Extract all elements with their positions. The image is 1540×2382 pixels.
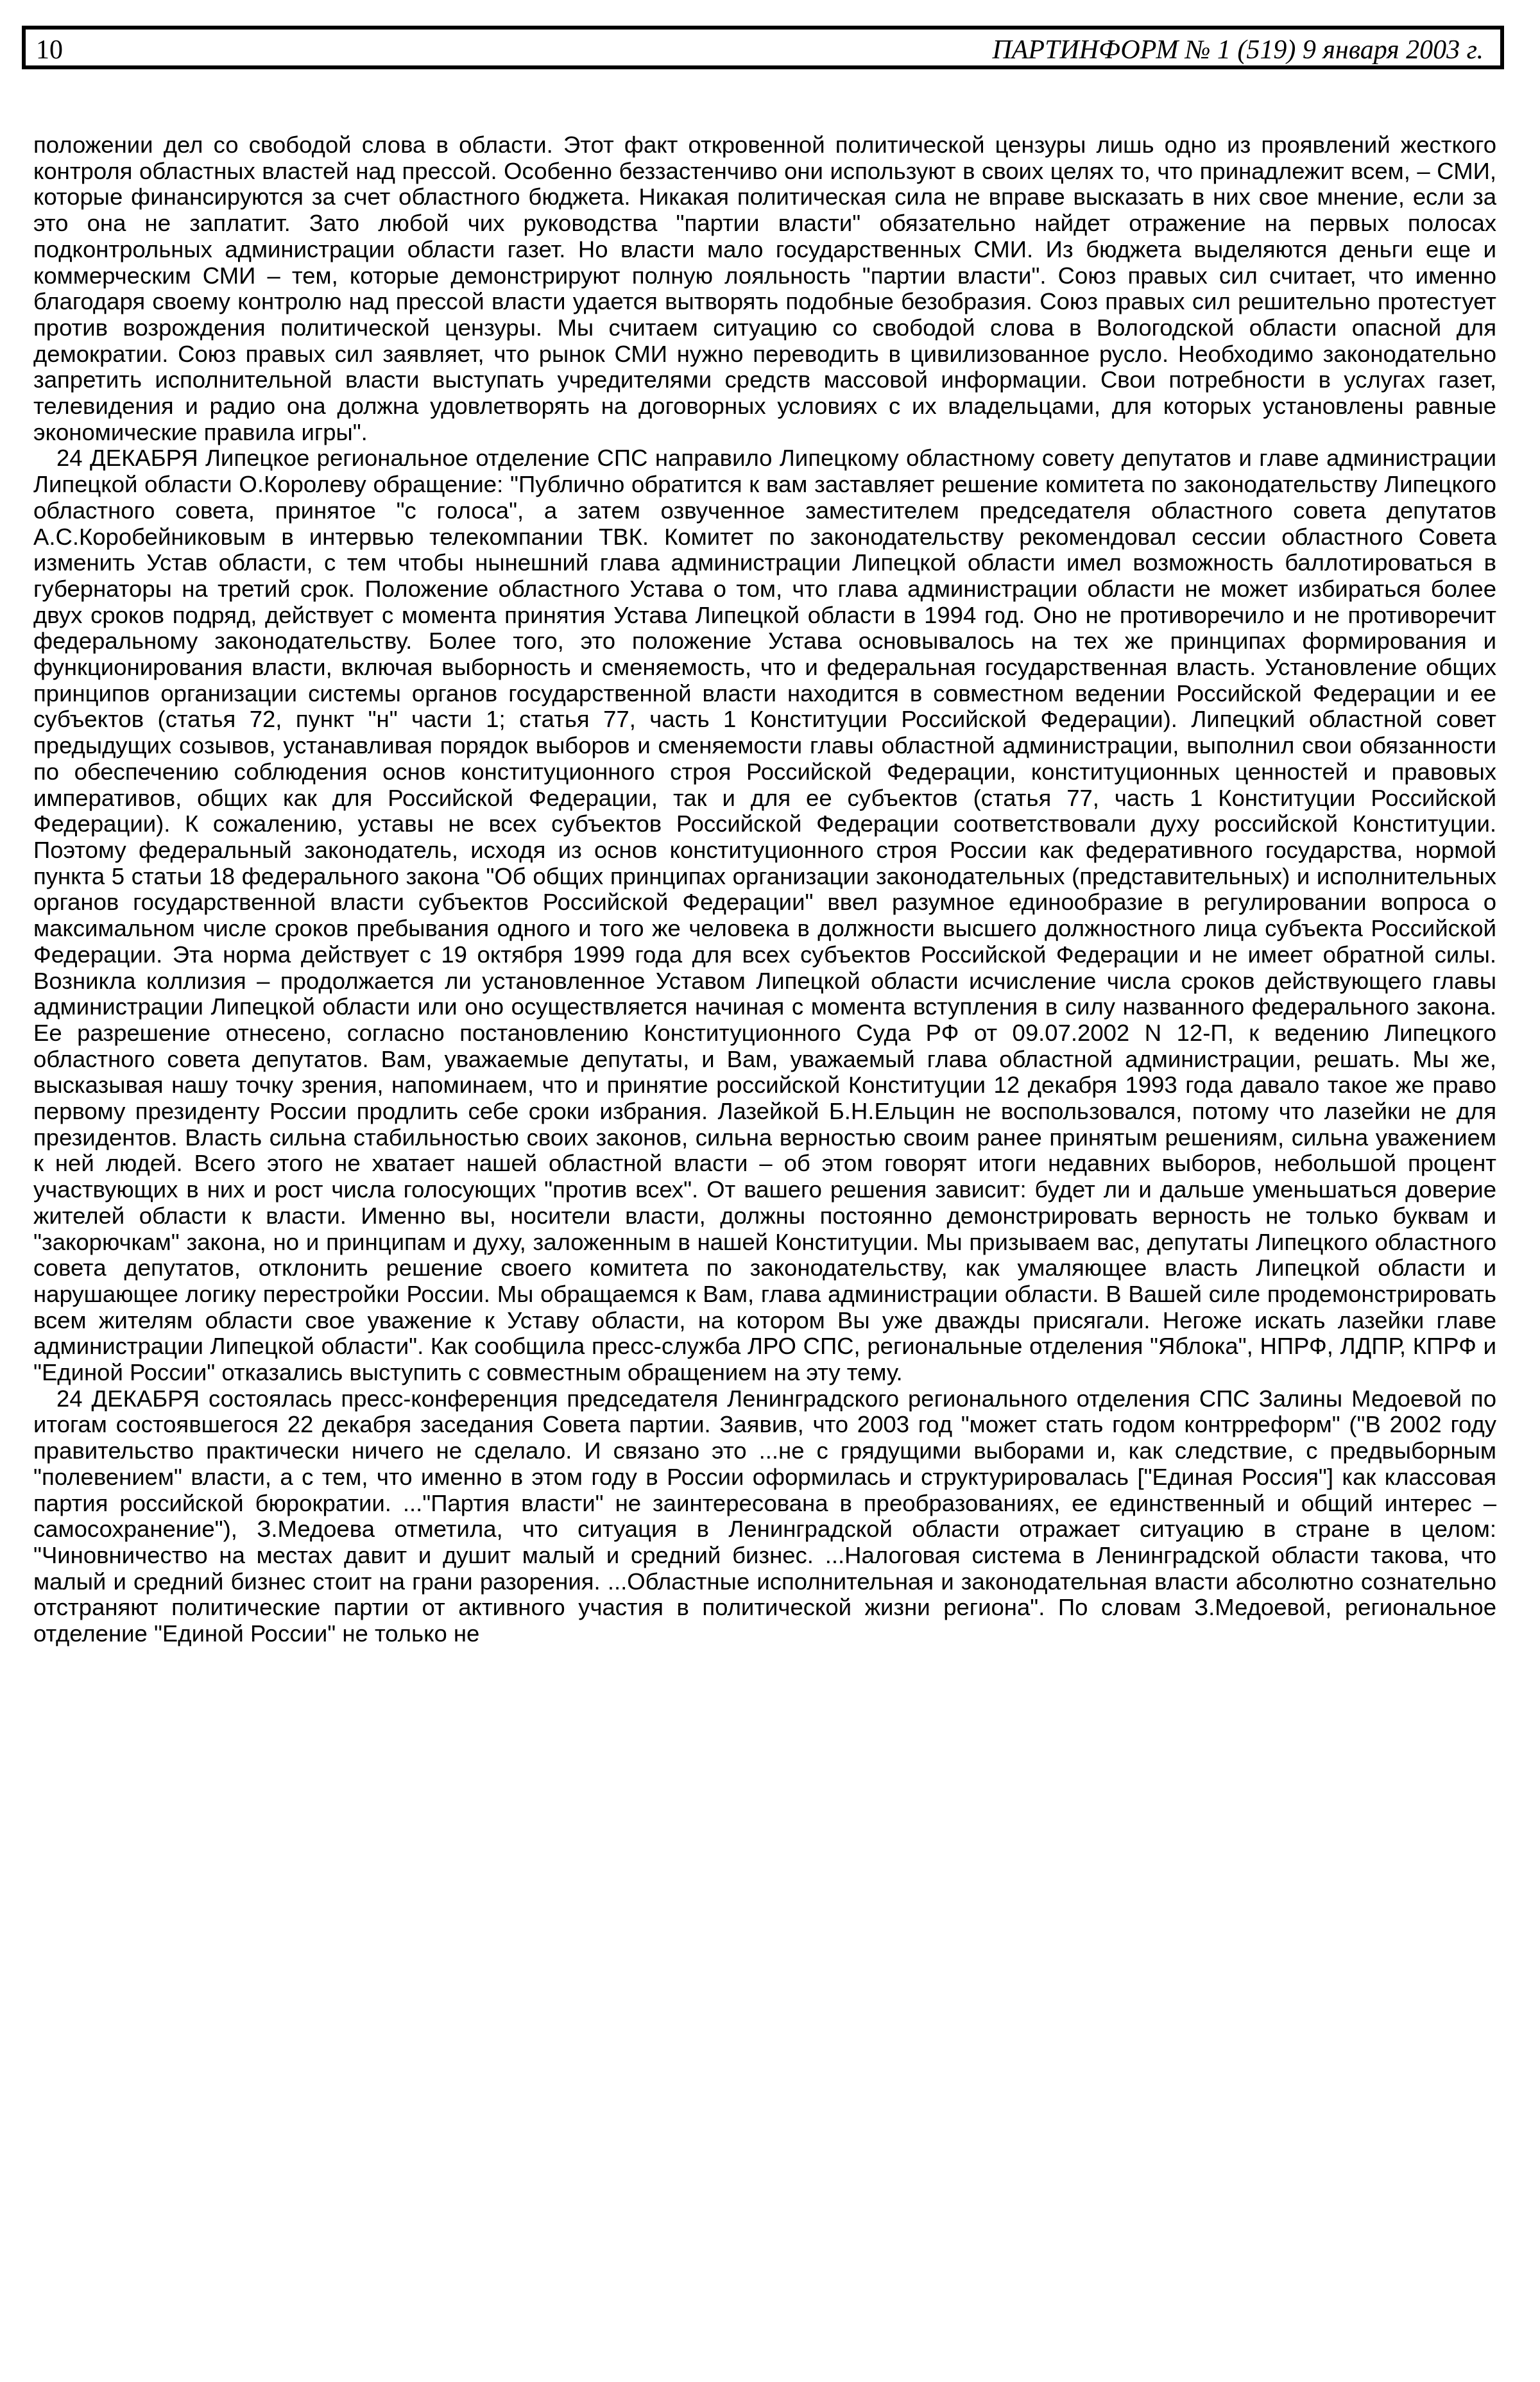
page-header (22, 26, 1504, 69)
paragraph-vologda: положении дел со свободой слова в области. Этот факт откровенной политической цензуры лишь одно из проявлений жесткого контроля областных властей над прессой. Особенно беззастенчиво они используют в своих целях то, что принадлежит всем, – СМИ, которые финансируются за счет областного бюджета. Никакая политическая сила не вправе высказать в них свое мнение, если за это она не заплатит. Зато любой чих руководства "партии власти" обязательно найдет отражение на первых полосах подконтрольных администрации области газет. Но власти мало государственных СМИ. Из бюджета выделяются деньги еще и коммерческим СМИ – тем, которые демонстрируют полную лояльность "партии власти". Союз правых сил считает, что именно благодаря своему контролю над прессой власти удается вытворять подобные безобразия. Союз правых сил решительно протестует против возрождения политической цензуры. Мы считаем ситуацию со свободой слова в Вологодской области опасной для демократии. Союз правых сил заявляет, что рынок СМИ нужно переводить в цивилизованное русло. Необходимо законодательно запретить исполнительной власти выступать учредителями средств массовой информации. Свои потребности в услугах газет, телевидения и радио она должна удовлетворять на договорных условиях с их владельцами, для которых установлены равные экономические правила игры". (33, 132, 1496, 445)
article-body (33, 132, 1496, 1647)
page-number: 10 (36, 35, 63, 65)
publication-title: ПАРТИНФОРМ № 1 (519) 9 января 2003 г. (992, 35, 1484, 65)
paragraph-leningrad: 24 ДЕКАБРЯ состоялась пресс-конференция председателя Ленинградского регионального отделения СПС Залины Медоевой по итогам состоявшегося 22 декабря заседания Совета партии. Заявив, что 2003 год "может стать годом контрреформ" ("В 2002 году правительство практически ничего не сделало. И связано это ...не с грядущими выборами и, как следствие, с предвыборным "полевением" власти, а с тем, что именно в этом году в России оформилась и структурировалась ["Единая Россия"] как классовая партия российской бюрократии. ..."Партия власти" не заинтересована в преобразованиях, ее единственный и общий интерес – самосохранение"), З.Медоева отметила, что ситуация в Ленинградской области отражает ситуацию в стране в целом: "Чиновничество на местах давит и душит малый и средний бизнес. ...Налоговая система в Ленинградской области такова, что малый и средний бизнес стоит на грани разорения. ...Областные исполнительная и законодательная власти абсолютно сознательно отстраняют политические партии от активного участия в политической жизни региона". По словам З.Медоевой, региональное отделение "Единой России" не только не (33, 1385, 1496, 1647)
paragraph-lipetsk: 24 ДЕКАБРЯ Липецкое региональное отделение СПС направило Липецкому областному совету депутатов и главе администрации Липецкой области О.Королеву обращение: "Публично обратится к вам заставляет решение комитета по законодательству Липецкого областного совета, принятое "с голоса", а затем озвученное заместителем председателя областного совета депутатов А.С.Коробейниковым в интервью телекомпании ТВК. Комитет по законодательству рекомендовал сессии областного Совета изменить Устав области, с тем чтобы нынешний глава администрации Липецкой области имел возможность баллотироваться в губернаторы на третий срок. Положение областного Устава о том, что глава администрации области не может избираться более двух сроков подряд, действует с момента принятия Устава Липецкой области в 1994 год. Оно не противоречило и не противоречит федеральному законодательству. Более того, это положение Устава основывалось на тех же принципах формирования и функционирования власти, включая выборность и сменяемость, что и федеральная государственная власть. Установление общих принципов организации системы органов государственной власти находится в совместном ведении Российской Федерации и ее субъектов (статья 72, пункт "н" части 1; статья 77, часть 1 Конституции Российской Федерации). Липецкий областной совет предыдущих созывов, устанавливая порядок выборов и сменяемости главы областной администрации, выполнил свои обязанности по обеспечению соблюдения основ конституционного строя Российской Федерации, конституционных ценностей и правовых императивов, общих как для Российской Федерации, так и для ее субъектов (статья 77, часть 1 Конституции Российской Федерации). К сожалению, уставы не всех субъектов Российской Федерации соответствовали духу российской Конституции. Поэтому федеральный законодатель, исходя из основ конституционного строя России как федеративного государства, нормой пункта 5 статьи 18 федерального закона "Об общих принципах организации законодательных (представительных) и исполнительных органов государственной власти субъектов Российской Федерации" ввел разумное единообразие в регулировании вопроса о максимальном числе сроков пребывания одного и того же человека в должности высшего должностного лица субъекта Российской Федерации. Эта норма действует с 19 октября 1999 года для всех субъектов Российской Федерации и не имеет обратной силы. Возникла коллизия – продолжается ли установленное Уставом Липецкой области исчисление числа сроков действующего главы администрации Липецкой области или оно осуществляется начиная с момента вступления в силу названного федерального закона. Ее разрешение отнесено, согласно постановлению Конституционного Суда РФ от 09.07.2002 N 12-П, к ведению Липецкого областного совета депутатов. Вам, уважаемые депутаты, и Вам, уважаемый глава областной администрации, решать. Мы же, высказывая нашу точку зрения, напоминаем, что и принятие российской Конституции 12 декабря 1993 года давало такое же право первому президенту России продлить себе сроки избрания. Лазейкой Б.Н.Ельцин не воспользовался, потому что лазейки не для президентов. Власть сильна стабильностью своих законов, сильна верностью своим ранее принятым решениям, сильна уважением к ней людей. Всего этого не хватает нашей областной власти – об этом говорят итоги недавних выборов, небольшой процент участвующих в них и рост числа голосующих "против всех". От вашего решения зависит: будет ли и дальше уменьшаться доверие жителей области к власти. Именно вы, носители власти, должны постоянно демонстрировать верность не только буквам и "закорючкам" закона, но и принципам и духу, заложенным в нашей Конституции. Мы призываем вас, депутаты Липецкого областного совета депутатов, отклонить решение своего комитета по законодательству, как умаляющее власть Липецкой области и нарушающее логику перестройки России. Мы обращаемся к Вам, глава администрации области. В Вашей силе продемонстрировать всем жителям области свое уважение к Уставу области, на котором Вы уже дважды присягали. Негоже искать лазейки главе администрации Липецкой области". Как сообщила пресс-служба ЛРО СПС, региональные отделения "Яблока", НПРФ, ЛДПР, КПРФ и "Единой России" отказались выступить с совместным обращением на эту тему. (33, 445, 1496, 1386)
